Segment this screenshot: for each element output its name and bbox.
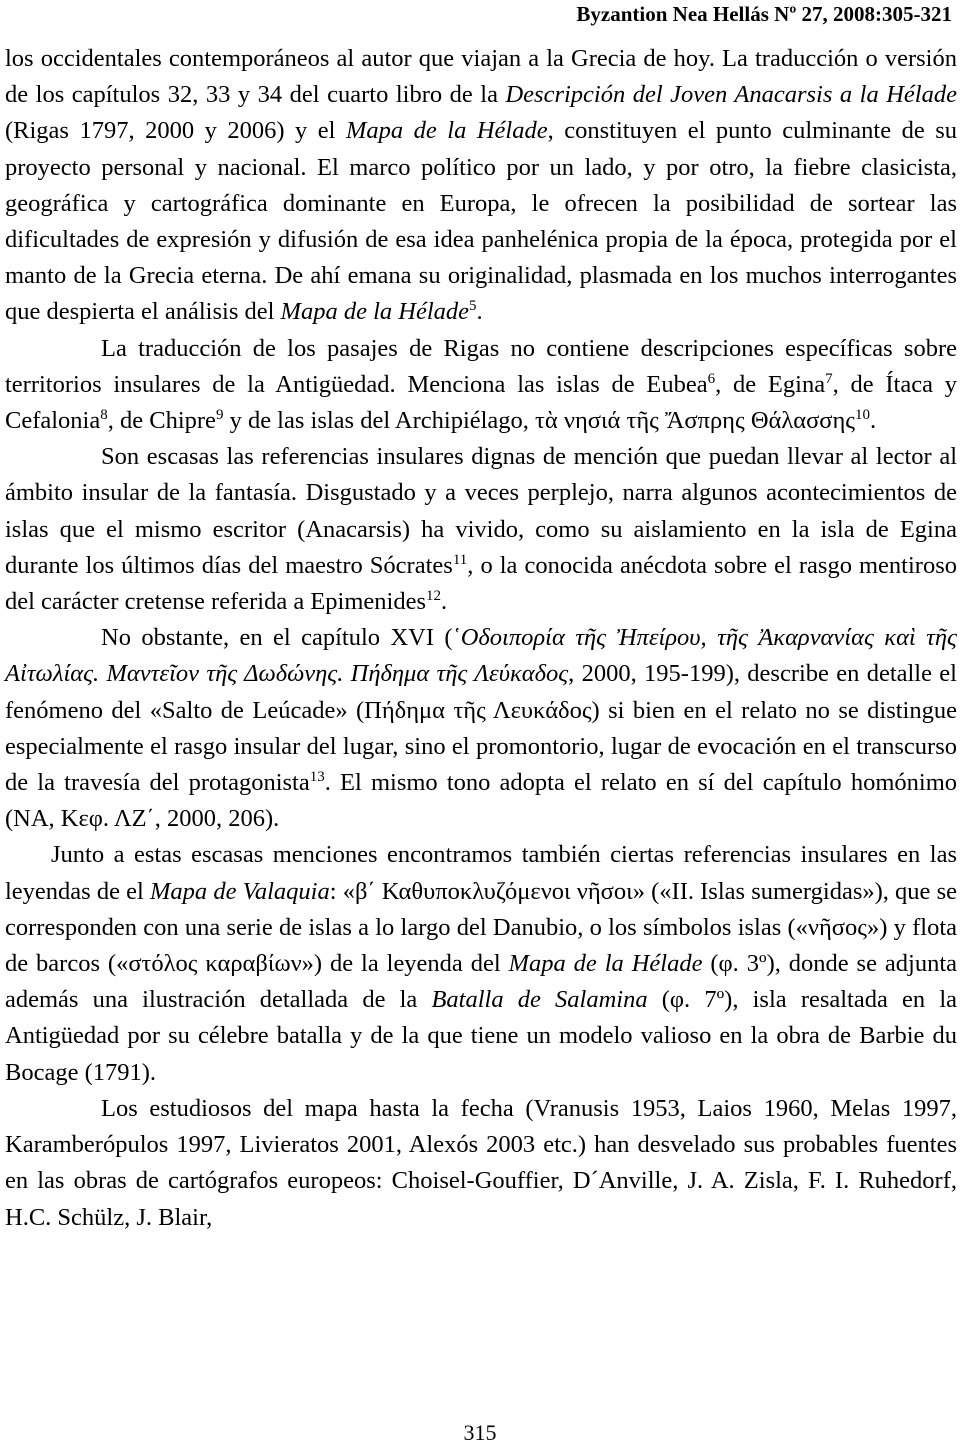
italic-title: ῾Οδοιπορία τῆς Ἠπείρου, τῆς Ἀκαρνανίας καὶ τῆς Αἰτωλίας. Μαντεῖον τῆς Δωδώνης. Πήδημα τῆς Λεύκαδος: [5, 624, 957, 688]
italic-title: Mapa de Valaquia: [150, 877, 330, 905]
page-number: 315: [463, 1420, 497, 1445]
paragraph: [5, 1091, 957, 1236]
running-header: Byzantion Nea Hellás Nº 27, 2008:305-321: [576, 2, 952, 26]
footnote-marker: 6: [707, 370, 716, 387]
text-run: (φ. 3º), donde se adjunta además una ilustración detallada de la: [5, 950, 958, 1014]
text-run: y de las islas del Archipiélago, τὰ νησιά τῆς Ἄσπρης Θάλασσης: [223, 407, 855, 435]
text-run: los occidentales contemporáneos al autor que viajan a la Grecia de hoy. La traducción o versión de los capítulos 32, 33 y 34 del cuarto libro de la: [5, 45, 957, 109]
text-run: (Rigas 1797, 2000 y 2006) y el: [5, 117, 346, 145]
text-run: . El mismo tono adopta el relato en sí del capítulo homónimo (NA, Κεφ. ΛΖ΄, 2000, 206).: [5, 769, 958, 833]
footnote-marker: 9: [215, 407, 224, 424]
text-run: , constituyen el punto culminante de su proyecto personal y nacional. El marco político por un lado, y por otro, la fiebre clasicista, geográfica y cartográfica dominante en Europa, le ofrecen la posibilidad de sortear las dificultades de expresión y difusión de esa idea panhelénica propia de la época, protegida por el manto de la Grecia eterna. De ahí emana su originalidad, plasmada en los muchos interrogantes que despierta el análisis del: [5, 117, 958, 326]
text-run: Junto a estas escasas menciones encontramos también ciertas referencias insulares en las leyendas de el: [5, 841, 957, 905]
footnote-marker: 13: [309, 769, 325, 786]
article-body: [5, 41, 957, 1236]
text-run: , de Egina: [715, 370, 826, 398]
italic-title: Mapa de la Hélade: [280, 298, 469, 326]
footnote-marker: 8: [100, 407, 108, 424]
italic-title: Mapa de la Hélade: [508, 950, 703, 978]
footnote-marker: 11: [452, 551, 468, 568]
text-run: Los estudiosos del mapa hasta la fecha (Vranusis 1953, Laios 1960, Melas 1997, Karamberópulos 1997, Livieratos 2001, Alexós 2003 etc.) han desvelado sus probables fuentes en las obras de cartógrafos europeos: Choisel-Gouffier, D´Anville, J. A. Zisla, F. I. Ruhedorf, H.C. Schülz, J. Blair,: [5, 1094, 957, 1231]
footnote-marker: 10: [855, 407, 870, 424]
text-run: .: [870, 407, 877, 435]
text-run: .: [476, 298, 483, 326]
paragraph: [5, 837, 957, 1090]
text-run: , de Chipre: [107, 407, 216, 435]
paragraph: [5, 41, 957, 331]
text-run: .: [441, 588, 448, 616]
italic-title: Batalla de Salamina: [431, 986, 648, 1014]
text-run: No obstante, en el capítulo XVI (: [101, 624, 453, 652]
italic-title: Descripción del Joven Anacarsis a la Hélade: [505, 81, 957, 109]
text-run: La traducción de los pasajes de Rigas no contiene descripciones específicas sobre territorios insulares de la Antigüedad. Menciona las islas de Eubea: [5, 334, 957, 398]
paragraph: [5, 620, 957, 837]
text-run: , 2000, 195-199), describe en detalle el fenómeno del «Salto de Leúcade» (Πήδημα τῆς Λευκάδος) si bien en el relato no se distingue especialmente el rasgo insular del lugar, sino el promontorio, lugar de evocación en el transcurso de la travesía del protagonista: [5, 660, 957, 797]
text-run: Son escasas las referencias insulares dignas de mención que puedan llevar al lector al ámbito insular de la fantasía. Disgustado y a veces perplejo, narra algunos acontecimientos de islas que el mismo escritor (Anacarsis) ha vivido, como su aislamiento en la isla de Egina durante los últimos días del maestro Sócrates: [5, 443, 957, 579]
text-run: : «β΄ Καθυποκλυζόμενοι νῆσοι» («II. Islas sumergidas»), que se corresponden con una serie de islas a lo largo del Danubio, o los símbolos islas («νῆσος») y flota de barcos («στόλος καραβίων») de la leyenda del: [5, 877, 958, 978]
paragraph: [5, 331, 957, 440]
footnote-marker: 7: [825, 370, 833, 387]
text-run: , de Ítaca y Cefalonia: [5, 370, 957, 435]
footnote-marker: 12: [426, 588, 441, 605]
text-run: (φ. 7º), isla resaltada en la Antigüedad por su célebre batalla y de la que tiene un modelo valioso en la obra de Barbie du Bocage (1791).: [5, 986, 957, 1086]
italic-title: Mapa de la Hélade: [346, 117, 548, 145]
footnote-marker: 5: [469, 298, 477, 315]
text-run: , o la conocida anécdota sobre el rasgo mentiroso del carácter cretense referida a Epimenides: [5, 551, 957, 616]
paragraph: [5, 439, 957, 620]
